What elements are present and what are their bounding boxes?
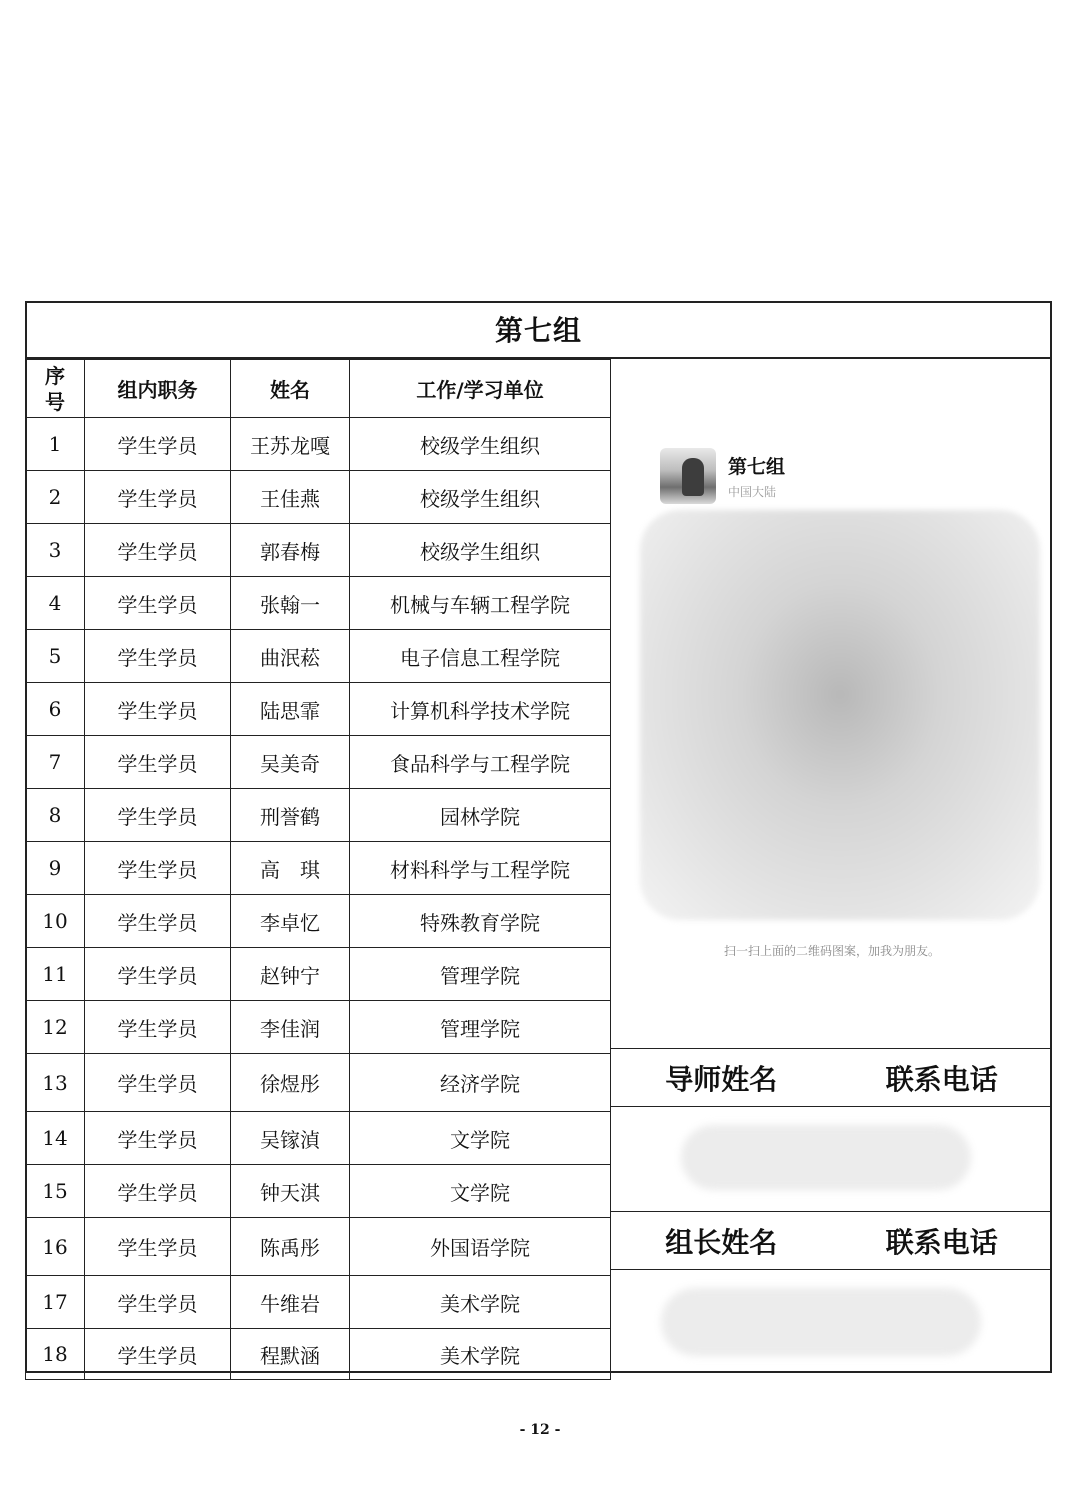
table-row xyxy=(26,630,611,683)
cell-unit: 园林学院 xyxy=(350,789,611,842)
cell-role: 学生学员 xyxy=(85,789,231,842)
cell-unit: 材料科学与工程学院 xyxy=(350,842,611,895)
cell-unit: 特殊教育学院 xyxy=(350,895,611,948)
table-row xyxy=(26,1001,611,1054)
qr-group-name: 第七组 xyxy=(728,456,786,478)
cell-unit: 食品科学与工程学院 xyxy=(350,736,611,789)
cell-role: 学生学员 xyxy=(85,683,231,736)
mentor-info-redacted xyxy=(681,1125,971,1190)
table-row xyxy=(26,789,611,842)
header-unit: 工作/学习单位 xyxy=(350,360,611,418)
table-row xyxy=(26,948,611,1001)
cell-unit: 校级学生组织 xyxy=(350,418,611,471)
page-number: - 12 - xyxy=(519,1422,561,1438)
group-title: 第七组 xyxy=(25,301,1052,359)
cell-role: 学生学员 xyxy=(85,630,231,683)
cell-seq: 12 xyxy=(26,1001,85,1054)
table-row xyxy=(26,842,611,895)
cell-seq: 10 xyxy=(26,895,85,948)
cell-unit: 管理学院 xyxy=(350,948,611,1001)
cell-name: 郭春梅 xyxy=(231,524,350,577)
table-row xyxy=(26,1218,611,1276)
cell-name: 赵钟宁 xyxy=(231,948,350,1001)
cell-name: 吴镓湞 xyxy=(231,1112,350,1165)
cell-seq: 17 xyxy=(26,1276,85,1329)
table-row xyxy=(26,895,611,948)
cell-seq: 7 xyxy=(26,736,85,789)
cell-role: 学生学员 xyxy=(85,1276,231,1329)
cell-name: 钟天淇 xyxy=(231,1165,350,1218)
cell-seq: 15 xyxy=(26,1165,85,1218)
mentor-name-label: 导师姓名 xyxy=(665,1062,778,1096)
cell-name: 张翰一 xyxy=(231,577,350,630)
cell-unit: 电子信息工程学院 xyxy=(350,630,611,683)
cell-role: 学生学员 xyxy=(85,736,231,789)
cell-role: 学生学员 xyxy=(85,577,231,630)
mentor-header xyxy=(610,1048,1052,1106)
cell-role: 学生学员 xyxy=(85,471,231,524)
table-row xyxy=(26,471,611,524)
table-row xyxy=(26,577,611,630)
cell-role: 学生学员 xyxy=(85,1218,231,1276)
cell-name: 吴美奇 xyxy=(231,736,350,789)
table-row xyxy=(26,1112,611,1165)
cell-role: 学生学员 xyxy=(85,948,231,1001)
qr-code-blurred xyxy=(640,510,1040,920)
table-row xyxy=(26,736,611,789)
leader-info-box xyxy=(610,1269,1052,1373)
cell-role: 学生学员 xyxy=(85,524,231,577)
leader-info-redacted xyxy=(661,1288,981,1356)
qr-caption: 扫一扫上面的二维码图案，加我为朋友。 xyxy=(723,944,940,958)
cell-role: 学生学员 xyxy=(85,1112,231,1165)
cell-name: 陆思霏 xyxy=(231,683,350,736)
table-row xyxy=(26,1165,611,1218)
table-row xyxy=(26,1054,611,1112)
cell-unit: 校级学生组织 xyxy=(350,524,611,577)
cell-name: 牛维岩 xyxy=(231,1276,350,1329)
cell-role: 学生学员 xyxy=(85,1001,231,1054)
cell-name: 王佳燕 xyxy=(231,471,350,524)
cell-name: 陈禹彤 xyxy=(231,1218,350,1276)
leader-header xyxy=(610,1211,1052,1269)
cell-seq: 3 xyxy=(26,524,85,577)
table-row xyxy=(26,418,611,471)
cell-seq: 1 xyxy=(26,418,85,471)
cell-name: 程默涵 xyxy=(231,1329,350,1380)
roster-body xyxy=(26,360,611,1380)
leader-name-label: 组长姓名 xyxy=(665,1225,778,1259)
table-row xyxy=(26,1276,611,1329)
table-row xyxy=(26,683,611,736)
cell-unit: 美术学院 xyxy=(350,1276,611,1329)
cell-name: 李卓忆 xyxy=(231,895,350,948)
mentor-info-box xyxy=(610,1106,1052,1211)
header-seq: 序号 xyxy=(26,360,85,418)
cell-seq: 11 xyxy=(26,948,85,1001)
cell-seq: 5 xyxy=(26,630,85,683)
cell-name: 李佳润 xyxy=(231,1001,350,1054)
header-role: 组内职务 xyxy=(85,360,231,418)
cell-name: 王苏龙嘎 xyxy=(231,418,350,471)
cell-seq: 2 xyxy=(26,471,85,524)
cell-seq: 16 xyxy=(26,1218,85,1276)
table-row xyxy=(26,1329,611,1380)
cell-unit: 校级学生组织 xyxy=(350,471,611,524)
cell-unit: 经济学院 xyxy=(350,1054,611,1112)
cell-unit: 美术学院 xyxy=(350,1329,611,1380)
cell-unit: 文学院 xyxy=(350,1165,611,1218)
cell-role: 学生学员 xyxy=(85,418,231,471)
cell-unit: 外国语学院 xyxy=(350,1218,611,1276)
cell-unit: 文学院 xyxy=(350,1112,611,1165)
cell-seq: 4 xyxy=(26,577,85,630)
cell-seq: 18 xyxy=(26,1329,85,1380)
cell-name: 徐煜彤 xyxy=(231,1054,350,1112)
cell-role: 学生学员 xyxy=(85,1165,231,1218)
avatar xyxy=(660,448,716,504)
roster-table xyxy=(25,359,611,1380)
qr-region: 中国大陆 xyxy=(728,485,777,499)
cell-role: 学生学员 xyxy=(85,1054,231,1112)
cell-name: 刑誉鹤 xyxy=(231,789,350,842)
qr-card-header xyxy=(660,448,785,504)
cell-unit: 机械与车辆工程学院 xyxy=(350,577,611,630)
cell-name: 高 琪 xyxy=(231,842,350,895)
header-name: 姓名 xyxy=(231,360,350,418)
cell-seq: 13 xyxy=(26,1054,85,1112)
table-header-row xyxy=(26,360,611,418)
cell-seq: 14 xyxy=(26,1112,85,1165)
cell-name: 曲泯菘 xyxy=(231,630,350,683)
cell-role: 学生学员 xyxy=(85,1329,231,1380)
cell-seq: 6 xyxy=(26,683,85,736)
cell-role: 学生学员 xyxy=(85,895,231,948)
cell-seq: 8 xyxy=(26,789,85,842)
cell-unit: 计算机科学技术学院 xyxy=(350,683,611,736)
leader-phone-label: 联系电话 xyxy=(885,1225,998,1259)
cell-role: 学生学员 xyxy=(85,842,231,895)
cell-seq: 9 xyxy=(26,842,85,895)
cell-unit: 管理学院 xyxy=(350,1001,611,1054)
mentor-phone-label: 联系电话 xyxy=(885,1062,998,1096)
table-row xyxy=(26,524,611,577)
